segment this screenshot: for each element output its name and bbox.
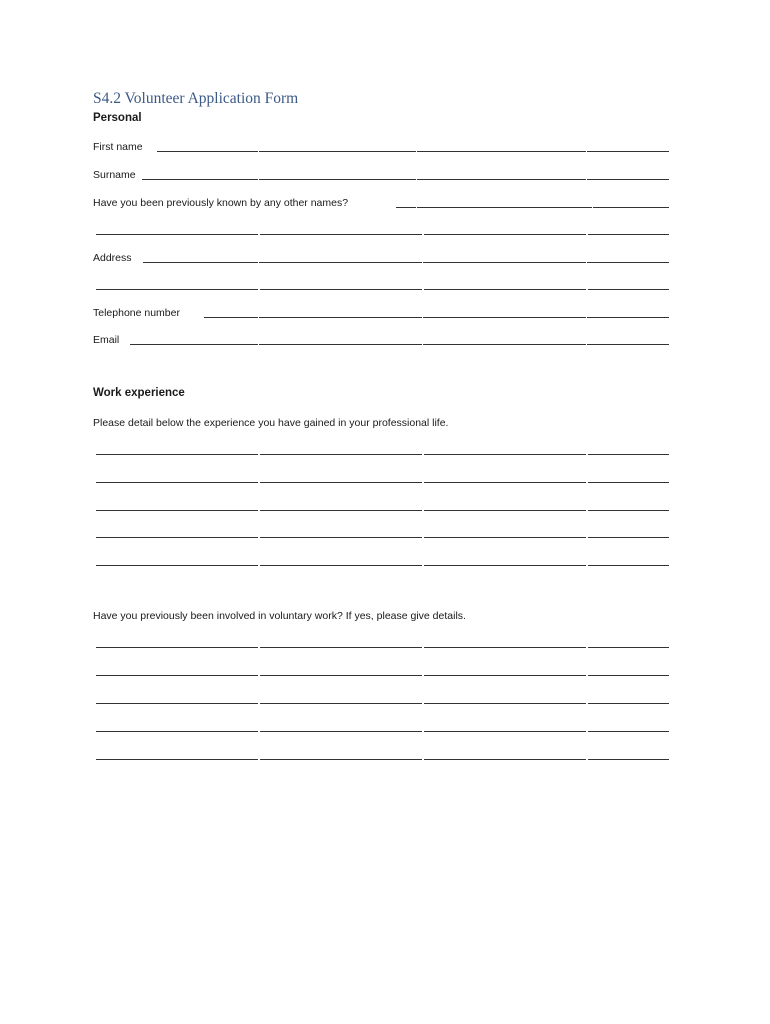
- address-label: Address: [93, 252, 132, 264]
- telephone-field[interactable]: [204, 317, 669, 318]
- voluntary-work-line[interactable]: [96, 703, 669, 704]
- email-label: Email: [93, 334, 120, 346]
- work-experience-line[interactable]: [96, 565, 669, 566]
- other-names-field-continued[interactable]: [96, 234, 669, 235]
- work-experience-line[interactable]: [96, 482, 669, 483]
- other-names-label: Have you been previously known by any other names?: [93, 197, 349, 209]
- other-names-field[interactable]: [396, 207, 669, 208]
- surname-label: Surname: [93, 169, 136, 181]
- surname-field[interactable]: [142, 179, 669, 180]
- form-title: S4.2 Volunteer Application Form: [93, 90, 299, 107]
- address-field-continued[interactable]: [96, 289, 669, 290]
- email-field[interactable]: [130, 344, 669, 345]
- voluntary-work-line[interactable]: [96, 647, 669, 648]
- first-name-field[interactable]: [157, 151, 669, 152]
- telephone-label: Telephone number: [93, 307, 180, 319]
- voluntary-work-line[interactable]: [96, 675, 669, 676]
- address-field[interactable]: [143, 262, 669, 263]
- work-experience-line[interactable]: [96, 510, 669, 511]
- voluntary-work-line[interactable]: [96, 731, 669, 732]
- voluntary-work-line[interactable]: [96, 759, 669, 760]
- work-experience-heading: Work experience: [93, 387, 185, 399]
- work-experience-line[interactable]: [96, 537, 669, 538]
- first-name-label: First name: [93, 141, 143, 153]
- work-experience-prompt: Please detail below the experience you have gained in your professional life.: [93, 417, 449, 429]
- personal-section-heading: Personal: [93, 112, 142, 124]
- work-experience-line[interactable]: [96, 454, 669, 455]
- voluntary-work-prompt: Have you previously been involved in voluntary work? If yes, please give details.: [93, 610, 466, 622]
